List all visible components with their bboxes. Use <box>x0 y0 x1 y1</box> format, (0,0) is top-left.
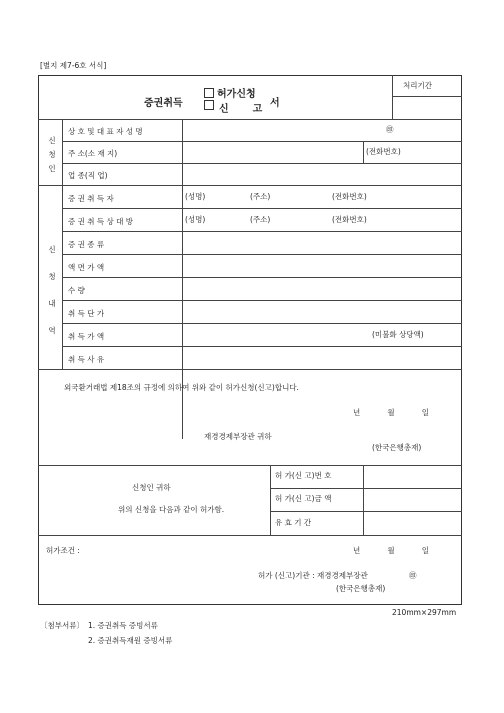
attachments-label: 〔첨부서류〕 <box>40 621 84 630</box>
approval-number-label: 허 가(신 고)번 호 <box>275 471 332 480</box>
counterparty-phone-field[interactable]: (전화번호) <box>332 215 367 224</box>
approval-amount-label: 허 가(신 고)금 액 <box>275 494 332 503</box>
name-field[interactable] <box>183 120 373 140</box>
report-checkbox[interactable] <box>204 100 214 110</box>
address-field[interactable] <box>183 142 361 162</box>
declaration-text: 외국환거래법 제18조의 규정에 의하여 위와 같이 허가신청(신고)합니다. <box>64 383 299 392</box>
acquirer-phone-field[interactable]: (전화번호) <box>332 192 367 201</box>
approval-number-field[interactable] <box>364 466 461 487</box>
quantity-label: 수 량 <box>68 286 85 295</box>
approval-seal: ㊞ <box>409 571 417 580</box>
conditions-label: 허가조건 : <box>46 546 80 555</box>
counterparty-name-field[interactable]: (성명) <box>185 215 206 224</box>
reason-label: 취 득 사 유 <box>68 355 105 364</box>
name-label: 상 호 및 대 표 자 성 명 <box>68 127 143 136</box>
title-suffix: 서 <box>270 98 280 109</box>
attachment-item-2: 2. 증권취득재원 증빙서류 <box>88 636 173 645</box>
applicant-seal: ㊞ <box>386 125 394 134</box>
amount-label: 취 득 가 액 <box>68 332 105 341</box>
approval-date: 년 월 일 <box>353 546 429 555</box>
applicant-section-label: 신청인 <box>48 136 56 173</box>
counterparty-label: 증 권 취 득 상 대 방 <box>68 217 134 226</box>
approval-amount-field[interactable] <box>364 489 461 510</box>
unit-price-field[interactable] <box>183 301 461 322</box>
applicant-addressee: 신청인 귀하 <box>132 483 171 492</box>
unit-price-label: 취 득 단 가 <box>68 309 105 318</box>
security-type-label: 증 권 종 류 <box>68 240 105 249</box>
title-option-permit: 허가신청 <box>204 85 256 100</box>
occupation-label: 업 종(직 업) <box>68 171 108 180</box>
address-label: 주 소(소 재 지) <box>68 149 118 158</box>
usd-equivalent-label: (미불화 상당액) <box>372 330 424 339</box>
validity-label: 유 효 기 간 <box>275 518 312 527</box>
permit-checkbox[interactable] <box>204 88 214 98</box>
counterparty-address-field[interactable]: (주소) <box>250 215 271 224</box>
processing-period-label: 처리기간 <box>403 81 432 90</box>
occupation-field[interactable] <box>183 164 461 184</box>
acquirer-name-field[interactable]: (성명) <box>185 192 206 201</box>
quantity-field[interactable] <box>183 278 461 299</box>
reason-field[interactable] <box>183 347 461 368</box>
paper-size: 210mm×297mm <box>392 608 457 617</box>
title-option-report: 신 고 <box>204 100 278 115</box>
details-section-label: 신청내역 <box>48 245 56 335</box>
processing-period-field[interactable] <box>393 97 461 118</box>
title-main: 증권취득 <box>144 98 183 109</box>
approval-statement: 위의 신청을 다음과 같이 허가함. <box>118 505 225 514</box>
form-number: [별지 제7-6호 서식] <box>40 61 107 70</box>
security-type-field[interactable] <box>183 232 461 253</box>
phone-label: (전화번호) <box>366 147 401 156</box>
face-value-label: 액 면 가 액 <box>68 263 105 272</box>
declaration-bank: (한국은행총재) <box>372 443 422 452</box>
approval-bank: (한국은행총재) <box>336 584 386 593</box>
face-value-field[interactable] <box>183 255 461 276</box>
acquirer-address-field[interactable]: (주소) <box>250 192 271 201</box>
declaration-date: 년 월 일 <box>353 408 429 417</box>
validity-field[interactable] <box>364 512 461 534</box>
acquirer-label: 증 권 취 득 자 <box>68 194 114 203</box>
approval-authority: 허가 (신고)기관 : 재경경제부장관 <box>258 571 368 580</box>
attachment-item-1: 1. 증권취득 증빙서류 <box>88 621 158 630</box>
declaration-addressee: 재경경제부장관 귀하 <box>204 432 272 441</box>
